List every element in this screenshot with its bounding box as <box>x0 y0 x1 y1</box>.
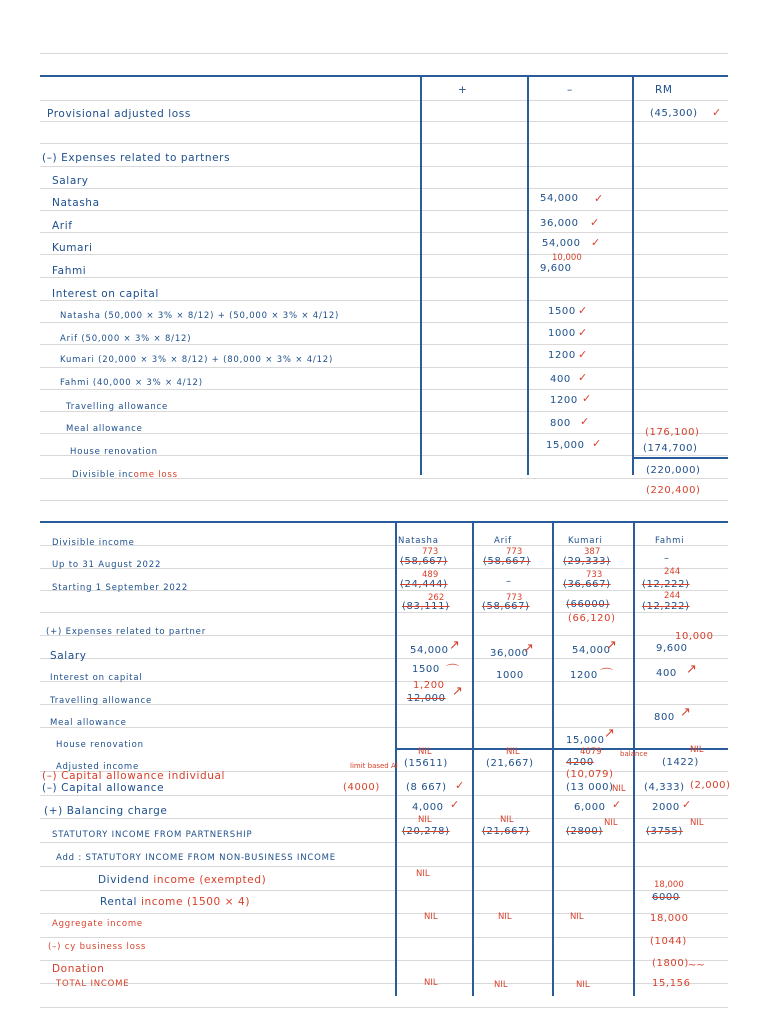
check-stroke: ↗ <box>686 662 697 677</box>
bottom-col-divider-2 <box>472 521 474 996</box>
rental-fahmi: 6000 <box>652 892 680 903</box>
divisible-income-label: Divisible income <box>52 538 135 548</box>
dividend-label <box>98 874 266 886</box>
header-rm: RM <box>655 84 673 96</box>
tick-mark: ✓ <box>578 326 588 339</box>
starting-kumari: (36,667) <box>563 579 611 590</box>
upto-arif: (58,667) <box>483 556 531 567</box>
underline-squiggle: ~~ <box>688 960 705 971</box>
provisional-label: Provisional adjusted loss <box>47 108 191 120</box>
total-income-natasha: NIL <box>424 978 438 988</box>
upto-arif-correction: 773 <box>506 547 523 557</box>
capital-individual-amount: (4000) <box>343 782 380 793</box>
tick-mark: ✓ <box>450 798 460 811</box>
b-salary-kumari: 54,000 <box>572 645 611 656</box>
salary-value-fahmi: 9,600 <box>540 263 572 274</box>
tick-mark: ✓ <box>594 192 604 205</box>
capital-label: (–) Capital allowance <box>42 782 165 794</box>
b-interest-arif: 1000 <box>496 670 524 681</box>
b-house-label: House renovation <box>56 740 144 750</box>
starting-kumari-correction: 733 <box>586 570 603 580</box>
b-interest-fahmi: 400 <box>656 668 677 679</box>
bottom-col-divider-3 <box>552 521 554 996</box>
dividend-label-a: Dividend <box>98 874 150 886</box>
adjusted-fahmi-tag: NIL <box>690 745 704 755</box>
adjusted-kumari-correction: 4079 <box>580 747 602 757</box>
interest-label: Interest on capital <box>52 288 159 300</box>
cy-loss-label: (–) cy business loss <box>48 942 147 952</box>
subtotal-value: (174,700) <box>643 443 698 454</box>
aggregate-arif: NIL <box>498 912 512 922</box>
starting-natasha-correction: 489 <box>422 570 439 580</box>
interest-value-natasha: 1500 <box>548 306 576 317</box>
b-travelling-natasha-correction: 1,200 <box>413 680 445 691</box>
upto-natasha: (58,667) <box>400 556 448 567</box>
salary-name-kumari: Kumari <box>52 242 93 254</box>
dividend-label-b: income (exempted) <box>153 874 267 886</box>
starting-natasha: (24,444) <box>400 579 448 590</box>
capital-kumari-prior: (10,079) <box>566 769 614 780</box>
top-subtotal-rule <box>632 457 728 459</box>
interest-calc-natasha: Natasha (50,000 × 3% × 8/12) + (50,000 × 3% × 4/12) <box>60 311 340 321</box>
capital-kumari-tag: NIL <box>612 784 626 794</box>
tick-mark: ✓ <box>580 415 590 428</box>
total-fahmi: (12,222) <box>642 601 690 612</box>
tick-mark: ✓ <box>682 798 692 811</box>
interest-calc-kumari: Kumari (20,000 × 3% × 8/12) + (80,000 × 3% × 4/12) <box>60 355 334 365</box>
check-stroke: ↗ <box>680 705 691 720</box>
salary-correction-fahmi: 10,000 <box>552 253 582 263</box>
tick-mark: ✓ <box>590 216 600 229</box>
tick-mark: ✓ <box>712 106 722 119</box>
tick-mark: ✓ <box>578 348 588 361</box>
aggregate-label: Aggregate income <box>52 919 143 929</box>
interest-value-kumari: 1200 <box>548 350 576 361</box>
divisible-label <box>72 469 178 481</box>
expenses-heading: (–) Expenses related to partners <box>42 152 231 164</box>
rental-label-b: income (1500 × 4) <box>140 896 251 908</box>
adjusted-kumari-note: balance <box>620 750 648 758</box>
salary-value-kumari: 54,000 <box>542 238 581 249</box>
salary-name-arif: Arif <box>52 220 73 232</box>
adjusted-arif-tag: NIL <box>506 747 520 757</box>
aggregate-natasha: NIL <box>424 912 438 922</box>
cy-loss-fahmi: (1044) <box>650 936 687 947</box>
statutory-label: STATUTORY INCOME FROM PARTNERSHIP <box>52 830 253 840</box>
travelling-value: 1200 <box>550 395 578 406</box>
check-stroke: ⌒ <box>446 664 460 679</box>
capital-individual-label: (–) Capital allowance individual <box>42 770 226 782</box>
capital-individual-note: limit based AI <box>350 762 398 770</box>
b-travelling-natasha: 12,000 <box>407 693 446 704</box>
travelling-label: Travelling allowance <box>66 402 169 412</box>
starting-arif: – <box>506 576 512 587</box>
capital-kumari: (13 000) <box>566 782 614 793</box>
interest-value-fahmi: 400 <box>550 374 571 385</box>
subtotal-correction: (176,100) <box>645 427 700 438</box>
total-income-kumari: NIL <box>576 980 590 990</box>
donation-fahmi: (1800) <box>652 958 689 969</box>
check-stroke: ↗ <box>523 641 534 656</box>
header-kumari: Kumari <box>568 536 603 546</box>
tick-mark: ✓ <box>578 304 588 317</box>
upto-natasha-correction: 773 <box>422 547 439 557</box>
b-salary-fahmi-correction: 10,000 <box>675 631 714 642</box>
upto-label: Up to 31 August 2022 <box>52 560 162 570</box>
header-minus: – <box>567 84 573 96</box>
b-house-kumari: 15,000 <box>566 735 605 746</box>
adjusted-label: Adjusted income <box>56 762 140 772</box>
starting-fahmi: (12,222) <box>642 579 690 590</box>
b-travelling-label: Travelling allowance <box>50 696 153 706</box>
total-income-fahmi: 15,156 <box>652 978 691 989</box>
starting-label: Starting 1 September 2022 <box>52 583 189 593</box>
balancing-label: (+) Balancing charge <box>44 805 168 817</box>
adjusted-natasha-tag: NIL <box>418 747 432 757</box>
rental-label-a: Rental <box>100 896 138 908</box>
check-stroke: ↗ <box>604 726 615 741</box>
tick-mark: ✓ <box>578 371 588 384</box>
rental-label <box>100 896 250 908</box>
header-natasha: Natasha <box>398 536 439 546</box>
interest-calc-fahmi: Fahmi (40,000 × 3% × 4/12) <box>60 378 203 388</box>
capital-fahmi-extra: (2,000) <box>690 780 731 791</box>
statutory-fahmi-tag: NIL <box>690 818 704 828</box>
total-natasha: (83,111) <box>402 601 450 612</box>
expenses-partner-heading: (+) Expenses related to partner <box>46 627 207 637</box>
rental-fahmi-correction: 18,000 <box>654 880 684 890</box>
balancing-fahmi: 2000 <box>652 802 680 813</box>
total-arif-correction: 773 <box>506 593 523 603</box>
b-interest-kumari: 1200 <box>570 670 598 681</box>
tick-mark: ✓ <box>455 779 465 792</box>
provisional-value: (45,300) <box>650 108 698 119</box>
upto-kumari: (29,333) <box>563 556 611 567</box>
divisible-value: (220,000) <box>646 465 701 476</box>
house-value: 15,000 <box>546 440 585 451</box>
b-meal-fahmi: 800 <box>654 712 675 723</box>
total-kumari: (66000) <box>566 599 610 610</box>
bottom-col-divider-4 <box>633 521 635 996</box>
bottom-col-divider-1 <box>395 521 397 996</box>
meal-label: Meal allowance <box>66 424 143 434</box>
statutory-kumari-tag: NIL <box>604 818 618 828</box>
statutory-arif: (21,667) <box>482 826 530 837</box>
header-plus: + <box>458 84 468 96</box>
statutory-kumari: (2800) <box>566 826 603 837</box>
upto-fahmi: – <box>664 553 670 564</box>
interest-calc-arif: Arif (50,000 × 3% × 8/12) <box>60 334 192 344</box>
total-kumari-correction: (66,120) <box>568 613 616 624</box>
statutory-natasha-tag: NIL <box>418 815 432 825</box>
b-interest-natasha: 1500 <box>412 664 440 675</box>
top-col-divider-2 <box>527 75 529 475</box>
salary-label: Salary <box>52 175 89 187</box>
adjusted-natasha: (15611) <box>404 758 448 769</box>
b-salary-natasha: 54,000 <box>410 645 449 656</box>
top-col-divider-3 <box>632 75 634 475</box>
add-heading: Add : STATUTORY INCOME FROM NON-BUSINESS INCOME <box>56 853 336 863</box>
aggregate-kumari: NIL <box>570 912 584 922</box>
statutory-fahmi: (3755) <box>646 826 683 837</box>
salary-name-fahmi: Fahmi <box>52 265 87 277</box>
check-stroke: ⌒ <box>600 668 614 683</box>
divisible-label-b: ome loss <box>133 470 178 480</box>
adjusted-fahmi: (1422) <box>662 757 699 768</box>
tick-mark: ✓ <box>592 437 602 450</box>
header-fahmi: Fahmi <box>655 536 685 546</box>
divisible-label-a: Divisible inc <box>72 470 134 480</box>
statutory-natasha: (20,278) <box>402 826 450 837</box>
check-stroke: ↗ <box>452 684 463 699</box>
total-fahmi-correction: 244 <box>664 591 681 601</box>
adjusted-kumari: 4200 <box>566 757 594 768</box>
b-salary-fahmi: 9,600 <box>656 643 688 654</box>
meal-value: 800 <box>550 418 571 429</box>
balancing-natasha: 4,000 <box>412 802 444 813</box>
interest-value-arif: 1000 <box>548 328 576 339</box>
tick-mark: ✓ <box>612 798 622 811</box>
check-stroke: ↗ <box>449 638 460 653</box>
b-interest-label: Interest on capital <box>50 673 143 683</box>
top-col-divider-1 <box>420 75 422 475</box>
donation-label: Donation <box>52 963 105 975</box>
salary-value-arif: 36,000 <box>540 218 579 229</box>
total-income-label: TOTAL INCOME <box>56 979 130 989</box>
total-arif: (58,667) <box>482 601 530 612</box>
balancing-kumari: 6,000 <box>574 802 606 813</box>
total-natasha-correction: 262 <box>428 593 445 603</box>
house-label: House renovation <box>70 447 158 457</box>
adjusted-arif: (21,667) <box>486 758 534 769</box>
divisible-correction: (220,400) <box>646 485 701 496</box>
capital-fahmi: (4,333) <box>644 782 685 793</box>
salary-value-natasha: 54,000 <box>540 193 579 204</box>
tick-mark: ✓ <box>582 392 592 405</box>
b-meal-label: Meal allowance <box>50 718 127 728</box>
b-salary-arif: 36,000 <box>490 648 529 659</box>
statutory-arif-tag: NIL <box>500 815 514 825</box>
total-income-arif: NIL <box>494 980 508 990</box>
aggregate-fahmi: 18,000 <box>650 913 689 924</box>
upto-kumari-correction: 387 <box>584 547 601 557</box>
header-arif: Arif <box>494 536 512 546</box>
starting-fahmi-correction: 244 <box>664 567 681 577</box>
capital-natasha: (8 667) <box>406 782 447 793</box>
salary-name-natasha: Natasha <box>52 197 100 209</box>
b-salary-label: Salary <box>50 650 87 662</box>
check-stroke: ↗ <box>606 638 617 653</box>
tick-mark: ✓ <box>591 236 601 249</box>
dividend-natasha: NIL <box>416 869 430 879</box>
